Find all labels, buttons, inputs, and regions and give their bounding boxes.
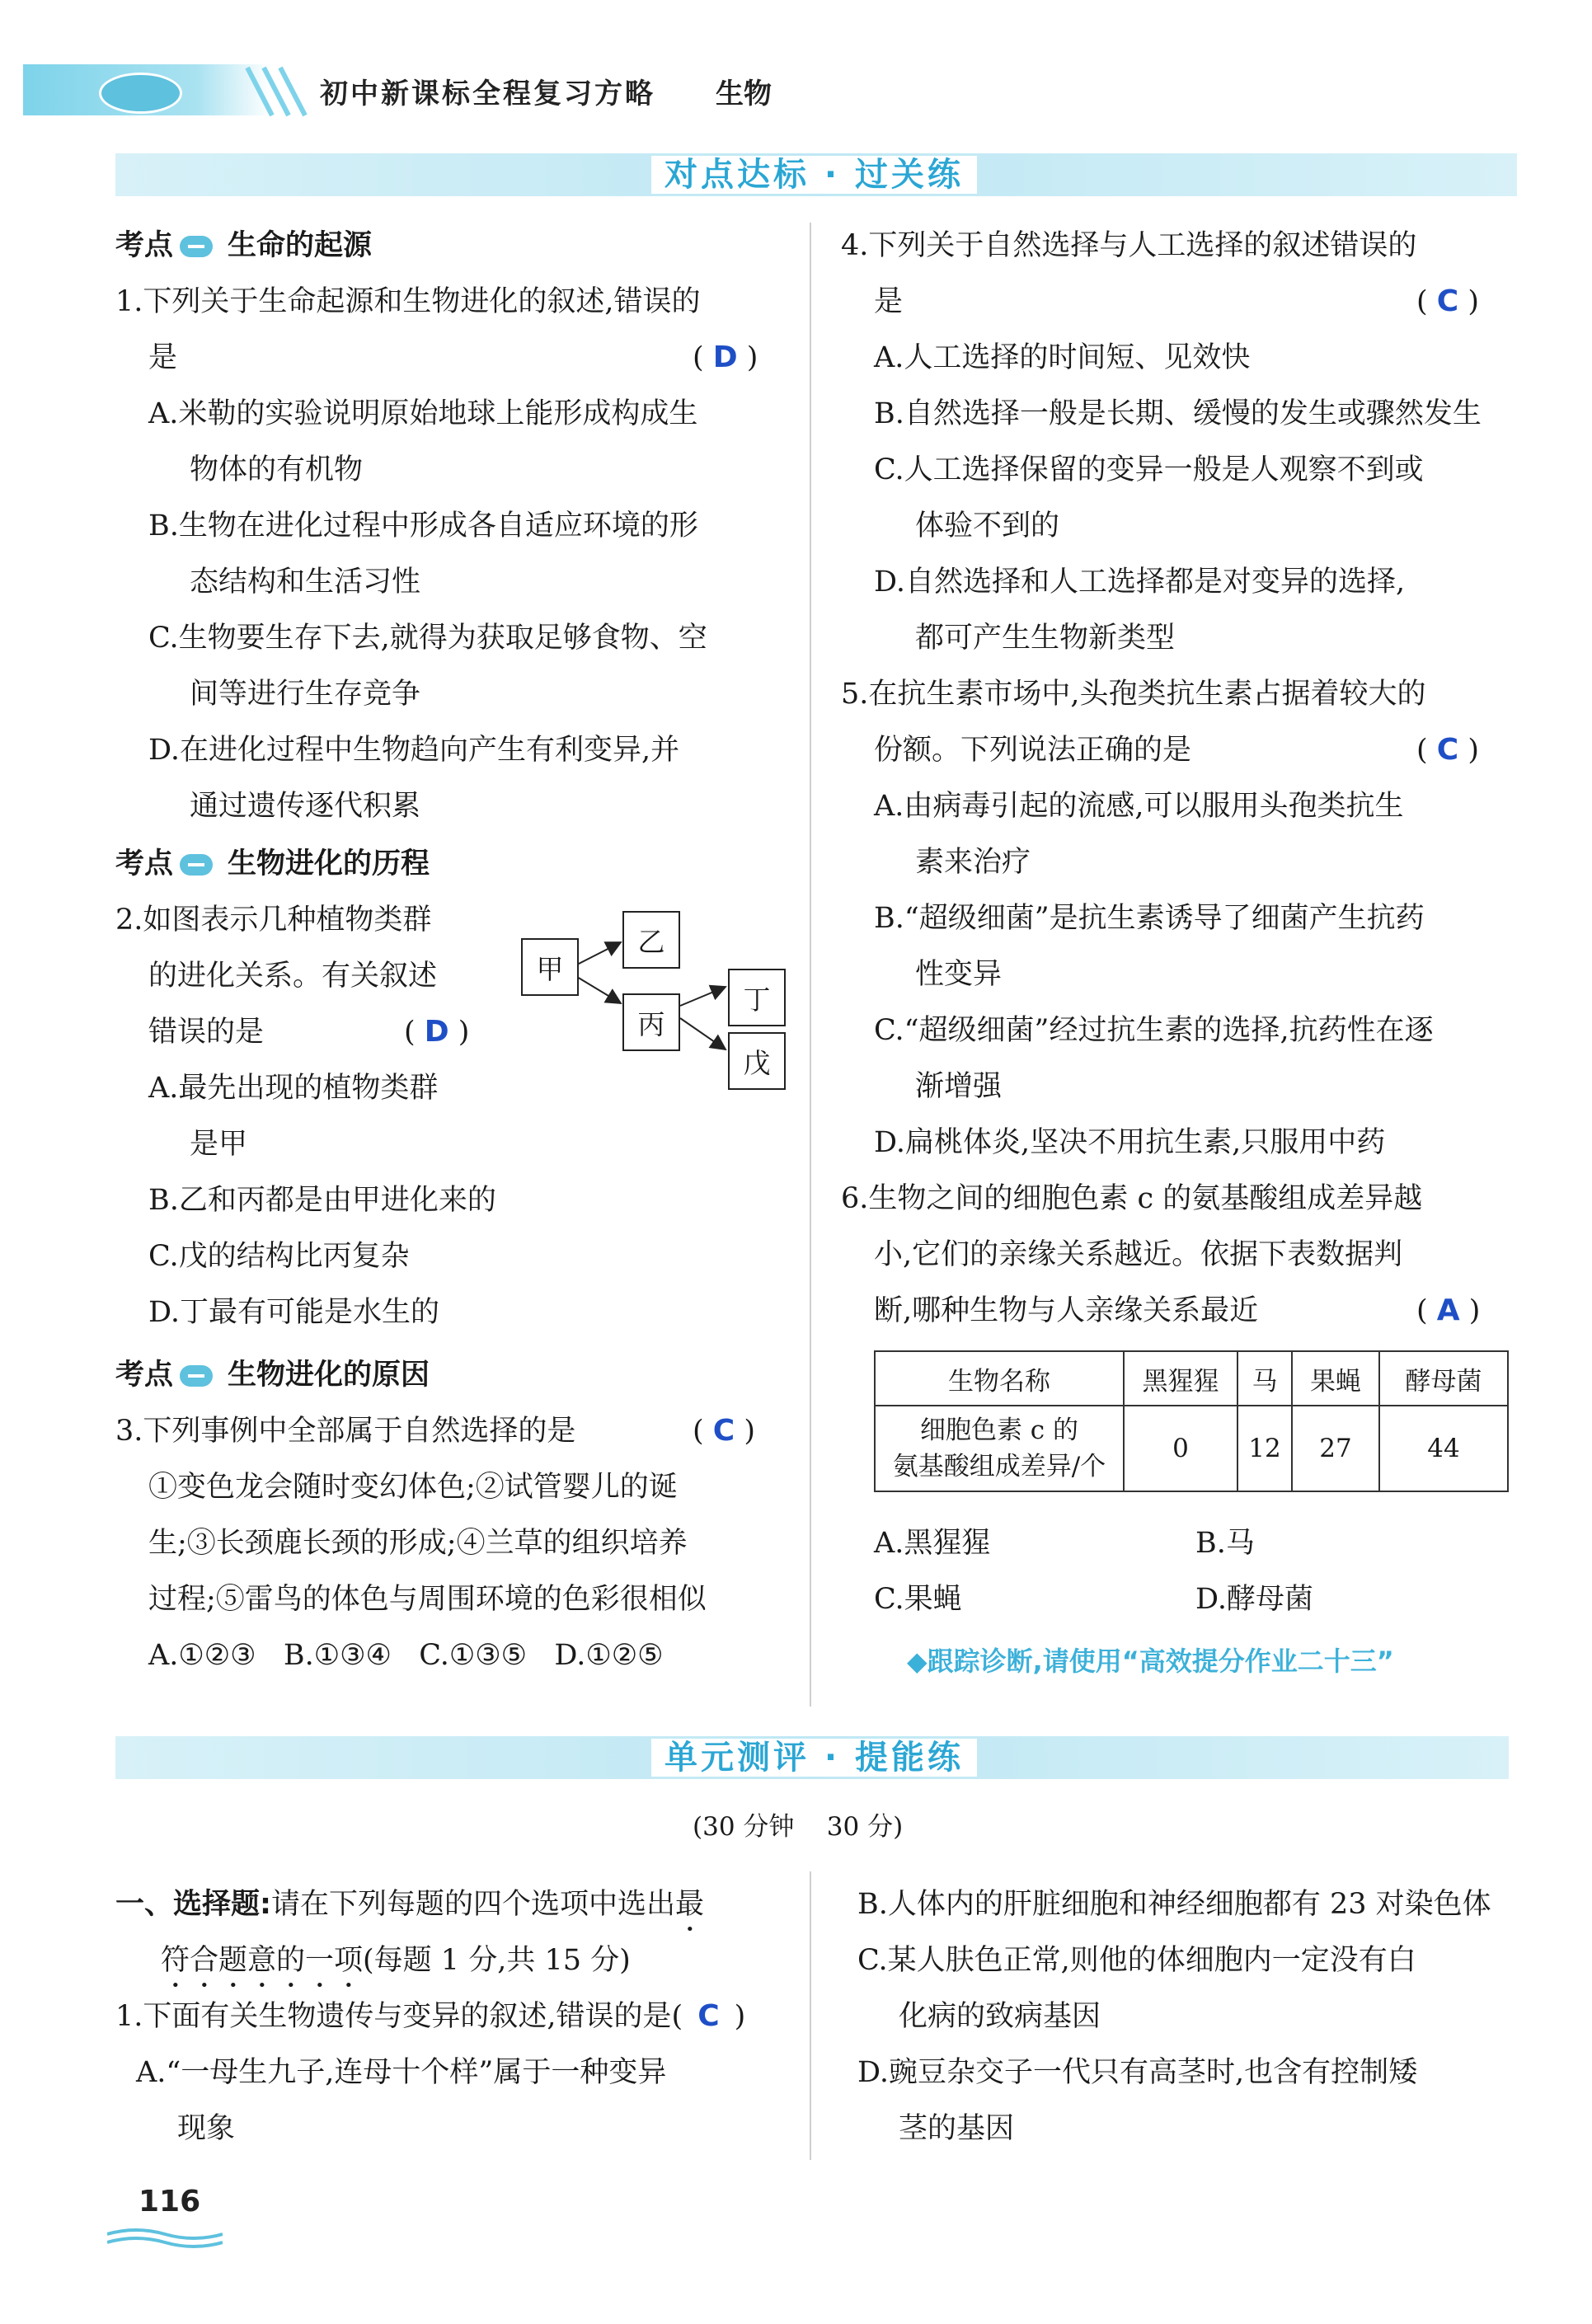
part1-instructions: 一、选择题:请在下列每题的四个选项中选出最 <box>115 1888 705 1921</box>
q6-option-a: A.黑猩猩 <box>874 1527 991 1560</box>
q3-answer: ( C ) <box>693 1414 755 1448</box>
q1-option-a-cont: 物体的有机物 <box>190 453 364 486</box>
q2-option-a: A.最先出现的植物类群 <box>148 1072 439 1105</box>
column-divider <box>810 223 811 1707</box>
q4-option-b: B.自然选择一般是长期、缓慢的发生或骤然发生 <box>874 397 1482 430</box>
book-title: 初中新课标全程复习方略 <box>320 77 655 110</box>
u1-option-d: D.豌豆杂交子一代只有高茎时,也含有控制矮 <box>857 2056 1418 2089</box>
q1-option-c: C.生物要生存下去,就得为获取足够食物、空 <box>148 622 707 655</box>
q4-option-a: A.人工选择的时间短、见效快 <box>874 341 1251 374</box>
diamond-icon: ◆ <box>907 1646 927 1677</box>
header-logo-icon <box>99 73 182 114</box>
kp-badge-icon <box>180 236 213 257</box>
q4-answer: ( C ) <box>1416 284 1479 318</box>
q4-option-d: D.自然选择和人工选择都是对变异的选择, <box>874 566 1406 599</box>
section-title: 对点达标 · 过关练 <box>651 148 977 195</box>
q1-option-c-cont: 间等进行生存竞争 <box>190 678 421 711</box>
q3-options: A.①②③ B.①③④ C.①③⑤ D.①②⑤ <box>148 1639 664 1672</box>
table-header: 马 <box>1237 1351 1292 1406</box>
diagram-node-bing: 丙 <box>622 993 680 1051</box>
q5-option-c-cont: 渐增强 <box>915 1070 1003 1103</box>
q5-option-a-cont: 素来治疗 <box>915 846 1031 879</box>
q2-option-a-cont: 是甲 <box>190 1128 248 1161</box>
kp1-heading: 考点 生命的起源 <box>115 229 373 262</box>
q3-line: 过程;⑤雷鸟的体色与周围环境的色彩很相似 <box>148 1583 707 1616</box>
page-number: 116 <box>139 2185 201 2218</box>
q5-option-a: A.由病毒引起的流感,可以服用头孢类抗生 <box>874 790 1404 823</box>
table-header: 生物名称 <box>875 1351 1124 1406</box>
diagram-node-yi: 乙 <box>622 911 680 969</box>
u1-option-b: B.人体内的肝脏细胞和神经细胞都有 23 对染色体 <box>857 1888 1491 1921</box>
u1-option-a: A.“一母生九子,连母十个样”属于一种变异 <box>136 2056 667 2089</box>
q5-option-d: D.扁桃体炎,坚决不用抗生素,只服用中药 <box>874 1126 1386 1159</box>
q6-option-b: B.马 <box>1195 1527 1255 1560</box>
q1-option-d-cont: 通过遗传逐代积累 <box>190 790 421 823</box>
q2-answer: ( D ) <box>404 1015 470 1049</box>
header-slash-icon <box>239 66 313 117</box>
q3-line: ①变色龙会随时变幻体色;②试管婴儿的诞 <box>148 1471 678 1504</box>
q6-stem: 6.生物之间的细胞色素 c 的氨基酸组成差异越 <box>841 1182 1423 1215</box>
q6-option-d: D.酵母菌 <box>1195 1583 1313 1616</box>
q6-answer: ( A ) <box>1416 1293 1481 1327</box>
table-cell: 44 <box>1379 1406 1508 1491</box>
q2-option-b: B.乙和丙都是由甲进化来的 <box>148 1184 496 1217</box>
q4-stem: 4.下列关于自然选择与人工选择的叙述错误的 <box>841 229 1417 262</box>
q5-option-b: B.“超级细菌”是抗生素诱导了细菌产生抗药 <box>874 902 1425 935</box>
diagram-node-jia: 甲 <box>521 938 579 996</box>
table-row-label: 细胞色素 c 的 氨基酸组成差异/个 <box>875 1406 1124 1491</box>
q4-option-c-cont: 体验不到的 <box>915 509 1060 542</box>
q2-stem-cont2: 错误的是 <box>148 1016 265 1049</box>
q3-stem: 3.下列事例中全部属于自然选择的是 <box>115 1415 576 1448</box>
column-divider <box>810 1871 811 2160</box>
q3-line: 生;③长颈鹿长颈的形成;④兰草的组织培养 <box>148 1527 688 1560</box>
cytochrome-table <box>874 1350 1509 1492</box>
q2-stem: 2.如图表示几种植物类群 <box>115 904 432 937</box>
q1-stem-cont: 是 <box>148 341 178 374</box>
q4-option-c: C.人工选择保留的变异一般是人观察不到或 <box>874 453 1424 486</box>
q1-option-a: A.米勒的实验说明原始地球上能形成构成生 <box>148 397 698 430</box>
q4-stem-cont: 是 <box>874 285 904 318</box>
q5-stem-cont: 份额。下列说法正确的是 <box>874 734 1192 767</box>
diagram-node-wu: 戊 <box>728 1032 786 1090</box>
u1-option-c-cont: 化病的致病基因 <box>899 2000 1101 2033</box>
tracking-note: ◆跟踪诊断,请使用“高效提分作业二十三” <box>907 1646 1394 1677</box>
table-header: 酵母菌 <box>1379 1351 1508 1406</box>
q6-option-c: C.果蝇 <box>874 1583 962 1616</box>
kp-badge-icon <box>180 854 213 876</box>
kp-badge-icon <box>180 1365 213 1387</box>
table-cell: 27 <box>1292 1406 1379 1491</box>
kp2-heading: 考点 生物进化的历程 <box>115 847 430 880</box>
diagram-node-ding: 丁 <box>728 969 786 1026</box>
q6-stem-cont: 小,它们的亲缘关系越近。依据下表数据判 <box>874 1238 1403 1271</box>
table-header: 果蝇 <box>1292 1351 1379 1406</box>
part1-instructions-cont: 符合题意的一项(每题 1 分,共 15 分) <box>161 1944 631 1977</box>
time-score: (30 分钟 30 分) <box>693 1812 904 1842</box>
table-cell: 12 <box>1237 1406 1292 1491</box>
q2-option-d: D.丁最有可能是水生的 <box>148 1296 439 1329</box>
q2-stem-cont: 的进化关系。有关叙述 <box>148 960 438 993</box>
u1-option-c: C.某人肤色正常,则他的体细胞内一定没有白 <box>857 1944 1416 1977</box>
q5-option-c: C.“超级细菌”经过抗生素的选择,抗药性在逐 <box>874 1014 1434 1047</box>
q5-option-b-cont: 性变异 <box>915 958 1003 991</box>
section-title-2: 单元测评 · 提能练 <box>651 1731 977 1778</box>
q1-option-b-cont: 态结构和生活习性 <box>190 566 421 599</box>
q5-stem: 5.在抗生素市场中,头孢类抗生素占据着较大的 <box>841 678 1426 711</box>
q1-answer: ( D ) <box>693 340 758 374</box>
q5-answer: ( C ) <box>1416 733 1479 767</box>
q1-stem: 1.下列关于生命起源和生物进化的叙述,错误的 <box>115 285 701 318</box>
q1-option-d: D.在进化过程中生物趋向产生有利变异,并 <box>148 734 680 767</box>
u1-stem: 1.下面有关生物遗传与变异的叙述,错误的是( C ) <box>115 1999 746 2033</box>
page-wave-icon <box>107 2226 223 2251</box>
q1-option-b: B.生物在进化过程中形成各自适应环境的形 <box>148 509 698 542</box>
table-cell: 0 <box>1124 1406 1237 1491</box>
subject-label: 生物 <box>716 77 772 110</box>
table-header: 黑猩猩 <box>1124 1351 1237 1406</box>
u1-option-a-cont: 现象 <box>177 2112 236 2145</box>
q2-option-c: C.戊的结构比丙复杂 <box>148 1240 410 1273</box>
kp3-heading: 考点 生物进化的原因 <box>115 1359 430 1392</box>
u1-option-d-cont: 茎的基因 <box>899 2112 1015 2145</box>
q6-stem-cont2: 断,哪种生物与人亲缘关系最近 <box>874 1294 1259 1327</box>
q4-option-d-cont: 都可产生生物新类型 <box>915 622 1176 655</box>
